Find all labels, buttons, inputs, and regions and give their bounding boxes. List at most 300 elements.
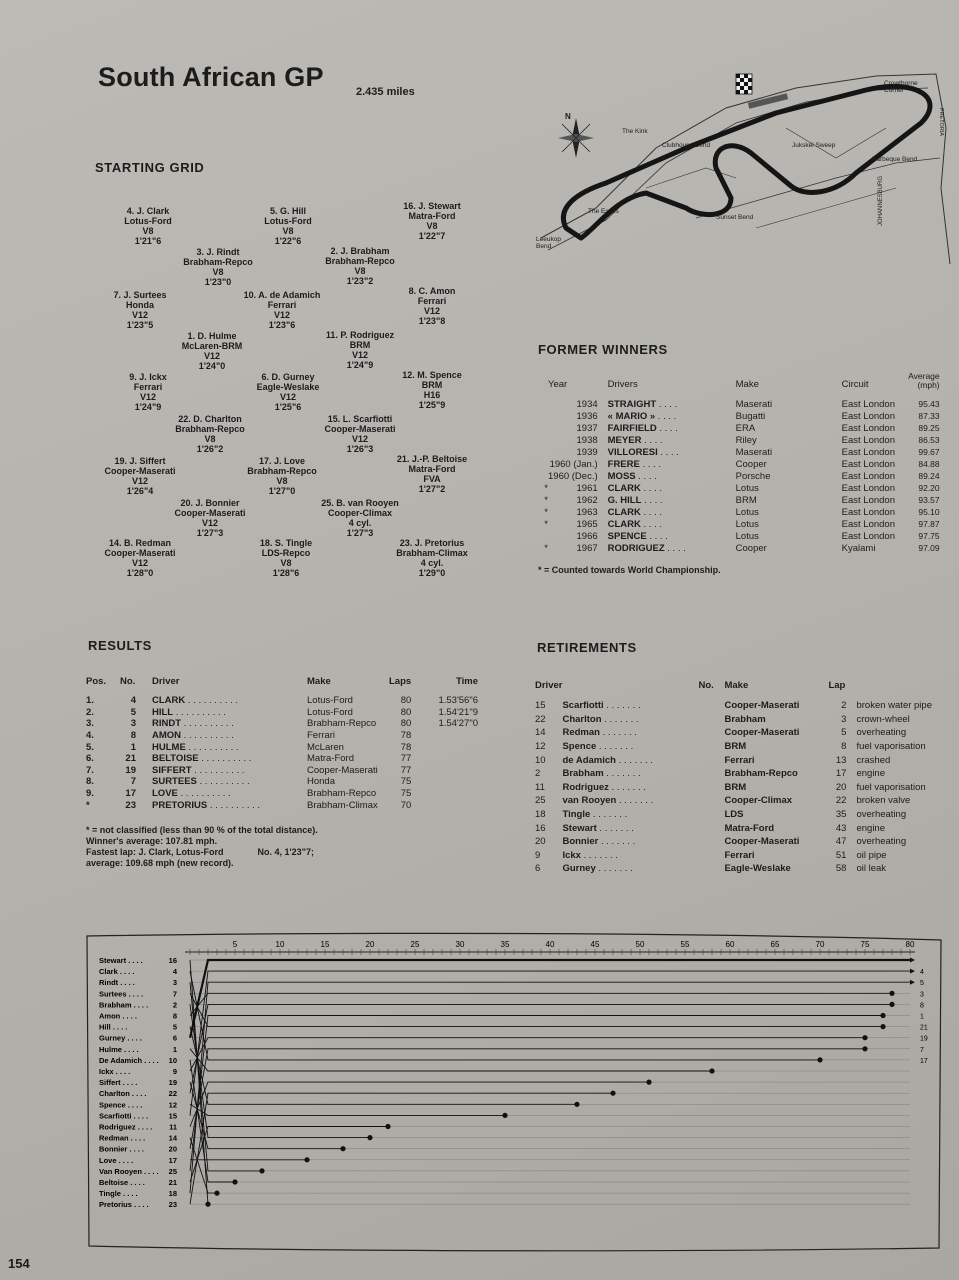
grid-time: 1'27"3 [346,528,374,538]
column-header: Circuit [841,379,869,390]
lap-tick-label: 65 [770,940,780,949]
fw-circuit: Kyalami [841,542,876,554]
finish-order-no: 4 [920,969,924,977]
lap-chart-driver: Love . . . . [99,1155,134,1165]
map-label: The Esses [588,208,619,215]
grid-time: 1'24"0 [198,361,226,371]
grid-make: Brabham-Repco [247,466,317,476]
column-header: Make [735,379,759,390]
result-no: 19 [125,764,136,776]
lap-tick-label: 15 [320,940,330,949]
retirement-marker [205,1202,210,1207]
retirement-make: Matra-Ford [724,822,775,834]
retirement-marker [880,1024,885,1029]
result-make: Lotus-Ford [307,695,353,707]
grid-time: 1'23"6 [268,320,296,330]
lap-chart-driver: Redman . . . . [99,1133,146,1143]
result-make: McLaren [307,741,344,753]
grid-engine: V8 [212,267,224,277]
circuit-map [536,68,956,278]
result-no: 21 [125,753,136,765]
grid-engine: V8 [142,226,154,236]
grid-time: 1'22"6 [274,236,302,246]
fastest-lap-text: Fastest lap: J. Clark, Lotus-Ford [86,847,224,857]
grid-entry [152,331,272,371]
former-winner-row: * 1962 G. HILL . . . . BRM East London 93.57 [544,494,940,506]
grid-driver: 23. J. Pretorius [399,538,465,548]
grid-engine: V8 [426,221,438,231]
lap-tick-label: 80 [905,940,915,949]
result-make: Cooper-Maserati [307,764,378,776]
former-winner-row: 1939 VILLORESI . . . . Maserati East London 99.67 [576,446,940,458]
result-driver: LOVE [152,788,178,800]
lap-tick-label: 30 [455,940,465,949]
grid-make: McLaren-BRM [181,341,243,351]
grid-time: 1'24"9 [346,360,374,370]
fw-driver: FRERE [607,458,640,470]
lap-chart-driver-no: 8 [172,1011,177,1021]
lap-chart-driver-no: 16 [168,956,177,965]
result-pos: 2. [86,706,94,718]
fw-driver: « MARIO » [607,410,656,422]
retirement-make: Brabham [724,713,766,725]
fw-avg: 84.88 [918,459,940,469]
grid-make: Matra-Ford [408,464,456,474]
grid-engine: V12 [131,558,148,568]
grid-time: 1'23"0 [204,277,232,287]
grid-time: 1'24"9 [134,402,162,412]
retirement-marker [817,1057,822,1062]
fw-avg: 95.10 [918,507,940,517]
retirement-lap: 20 [835,781,847,793]
fw-avg: 97.87 [918,519,940,529]
lap-chart-driver: Bonnier . . . . [99,1144,145,1154]
lap-chart-driver: Charlton . . . . [99,1089,147,1099]
grid-time: 1'26"3 [346,444,374,454]
lap-chart-driver: Stewart . . . . [99,956,143,965]
retirement-row: 15 Scarfiotti . . . . . . . Cooper-Maserati 2 broken water pipe [535,700,932,712]
finish-order-no: 1 [920,1013,924,1021]
lap-chart-driver-no: 7 [172,989,177,999]
result-row: 3. 3 RINDT . . . . . . . . . . Brabham-Repco 80 1.54'27"0 [86,718,478,730]
fw-mark: * [544,506,548,518]
fw-year: 1966 [576,530,598,542]
result-make: Brabham-Repco [307,788,377,800]
grid-entry [300,330,420,370]
retirement-driver: Rodriguez [562,781,609,793]
grid-make: Ferrari [417,296,447,306]
result-laps: 78 [400,741,412,753]
fw-driver: CLARK [607,482,641,494]
result-no: 3 [130,718,136,730]
grid-engine: V12 [279,392,296,402]
grid-entry [88,372,208,412]
fw-circuit: East London [841,506,895,518]
lap-chart-driver: Hill . . . . [99,1022,128,1032]
fw-mark: * [544,494,548,506]
result-laps: 75 [400,776,412,788]
grid-entry [158,247,278,287]
lap-tick-label: 70 [815,940,825,949]
fw-avg: 89.25 [918,423,940,433]
column-header: No. [120,676,136,687]
lap-chart-frame [87,933,941,1250]
grid-engine: V12 [203,351,220,361]
fw-circuit: East London [841,518,895,530]
retirement-marker [502,1113,507,1118]
result-driver: CLARK [152,695,186,707]
fw-make: Lotus [735,530,759,542]
retirement-no: 16 [535,822,546,834]
fw-circuit: East London [841,434,895,446]
lap-chart-driver-no: 25 [168,1166,177,1176]
results-note [86,847,318,858]
former-winner-row: 1934 STRAIGHT . . . . Maserati East London 95.43 [576,398,940,410]
fw-year: 1936 [576,410,598,422]
average-label: Average [908,371,940,381]
fw-driver: CLARK [607,518,641,530]
grid-entry [372,538,492,578]
column-header: Drivers [607,379,638,390]
fw-circuit: East London [841,458,895,470]
retirement-make: Cooper-Maserati [724,836,800,848]
result-make: Lotus-Ford [307,706,353,718]
result-row: 8. 7 SURTEES . . . . . . . . . . Honda 75 [86,776,412,788]
grid-make: Cooper-Maserati [324,424,396,434]
grid-driver: 21. J.-P. Beltoise [396,454,468,464]
grid-make: Ferrari [133,382,163,392]
grid-engine: FVA [423,474,441,484]
grid-make: Brabham-Repco [325,256,395,266]
retirement-row: 25 van Rooyen . . . . . . . Cooper-Climax 22 broken valve [535,795,911,807]
lap-chart-driver: Amon . . . . [99,1011,137,1021]
former-winner-row: 1937 FAIRFIELD . . . . ERA East London 89.25 [576,422,940,434]
fw-make: ERA [735,422,756,434]
retirement-marker [862,1035,867,1040]
finish-order-no: 7 [920,1046,924,1054]
finish-arrow [910,969,915,974]
grid-driver: 12. M. Spence [402,370,462,380]
chequered-flag-icon [736,74,752,94]
page-title: South African GP [98,62,324,92]
finish-arrow [910,958,915,963]
grid-make: Matra-Ford [408,211,456,221]
retirement-lap: 47 [835,836,847,848]
lap-chart-series [190,1104,505,1115]
finish-order-no: 8 [920,1002,924,1010]
result-pos: 4. [86,730,94,742]
retirement-reason: broken water pipe [856,700,932,712]
grid-driver: 3. J. Rindt [196,247,240,257]
result-driver: HULME [152,741,186,753]
grid-entry [150,414,270,454]
lap-chart-series [190,1127,388,1183]
grid-time: 1'21"6 [134,236,162,246]
retirement-row: 14 Redman . . . . . . . Cooper-Maserati 5 overheating [535,727,907,739]
grid-driver: 19. J. Siffert [114,456,166,466]
grid-make: BRM [421,380,443,390]
results-note: Winner's average: 107.81 mph. [86,836,218,846]
result-row: 5. 1 HULME . . . . . . . . . . McLaren 78 [86,741,412,753]
lap-tick-label: 40 [545,940,555,949]
result-no: 7 [130,776,136,788]
retirement-no: 10 [535,754,546,766]
map-label: Barbeque Bend [872,156,918,163]
retirement-no: 11 [535,781,545,793]
column-header [908,372,940,390]
lap-chart-driver-no: 15 [168,1111,177,1121]
retirement-make: Cooper-Climax [724,795,793,807]
result-laps: 77 [400,753,412,765]
retirement-no: 2 [535,768,541,780]
grid-entry [300,498,420,538]
finish-order-no: 19 [920,1035,928,1043]
fastest-lap-car: No. 4, 1'23"7; [257,847,314,857]
result-laps: 78 [400,730,412,742]
fw-make: Riley [735,434,757,446]
track-length: 2.435 miles [356,86,415,98]
retirement-row: 20 Bonnier . . . . . . . Cooper-Maserati 47 overheating [535,836,907,848]
retirement-marker [340,1146,345,1151]
result-laps: 80 [400,706,412,718]
finish-order-no: 5 [920,980,924,988]
retirement-driver: Charlton [562,713,602,725]
grid-entry [228,372,348,412]
retirement-marker [889,991,894,996]
lap-chart-driver: De Adamich . . . . [99,1055,159,1065]
retirement-lap: 35 [835,809,847,821]
lap-chart-driver: Rodriguez . . . . [99,1122,153,1132]
lap-chart-series [190,971,910,1115]
former-winners-heading: FORMER WINNERS [538,342,668,357]
result-laps: 70 [400,799,412,811]
retirement-reason: engine [856,822,885,834]
retirement-row: 12 Spence . . . . . . . BRM 8 fuel vaporisation [535,741,926,753]
grid-driver: 5. G. Hill [269,206,306,216]
fw-year: 1934 [576,398,598,410]
lap-chart-svg [85,930,943,1255]
grid-time: 1'27"2 [418,484,446,494]
starting-grid-heading: STARTING GRID [95,160,205,175]
lap-chart-series [190,960,910,1038]
result-pos: 3. [86,718,94,730]
lap-chart-driver-no: 19 [168,1078,177,1088]
grid-driver: 10. A. de Adamich [243,290,321,300]
lap-chart-series [190,1049,865,1149]
result-time: 1.54'21"9 [438,706,478,718]
lap-chart-driver-no: 9 [172,1067,177,1076]
grid-entry [222,456,342,496]
lap-tick-label: 45 [590,940,600,949]
fw-avg: 87.33 [918,411,940,421]
retirement-marker [367,1135,372,1140]
map-label: Jukskei Sweep [792,142,836,149]
lap-chart-driver: Ickx . . . . [99,1067,131,1076]
fw-make: Cooper [735,458,767,470]
retirement-no: 25 [535,795,546,807]
column-header: Make [724,680,749,691]
lap-chart-driver-no: 2 [172,1000,177,1010]
retirements-table [535,680,946,876]
fw-year: 1960 (Jan.) [549,458,598,470]
retirement-row: 11 Rodriguez . . . . . . . BRM 20 fuel vaporisation [535,781,926,793]
fw-avg: 97.09 [918,543,940,553]
grid-engine: V12 [423,306,440,316]
finish-order-no: 21 [920,1024,928,1032]
lap-tick-label: 75 [860,940,870,949]
fw-driver: CLARK [607,506,641,518]
grid-make: Eagle-Weslake [256,382,320,392]
retirement-marker [880,1013,885,1018]
fw-driver: MOSS [607,470,636,482]
result-driver: HILL [152,706,174,718]
fw-year: 1961 [576,482,598,494]
fw-driver: VILLORESI [607,446,658,458]
result-make: Brabham-Climax [307,799,378,811]
page-number: 154 [8,1256,30,1271]
lap-chart-driver: Scarfiotti . . . . [99,1111,149,1121]
grid-time: 1'26"4 [126,486,154,496]
column-header: Year [548,379,568,390]
grid-entry [80,538,200,578]
circuit-map-drawing [536,68,956,278]
fw-mark: * [544,518,548,530]
former-winner-row: * 1963 CLARK . . . . Lotus East London 95.10 [544,506,940,518]
retirement-no: 14 [535,727,546,739]
retirement-driver: Tingle [562,809,591,821]
result-driver: RINDT [152,718,182,730]
mph-label: (mph) [917,380,940,390]
former-winner-row: * 1967 RODRIGUEZ . . . . Cooper Kyalami 97.09 [544,542,940,554]
result-driver: PRETORIUS [152,799,208,811]
lap-chart-driver-no: 6 [172,1033,177,1043]
retirement-marker [574,1102,579,1107]
lap-chart-series [190,1027,577,1105]
results-table [86,676,478,811]
former-winner-row: * 1961 CLARK . . . . Lotus East London 92.20 [544,482,940,494]
grid-engine: V12 [351,350,368,360]
lap-chart-driver: Rindt . . . . [99,978,135,988]
fw-year: 1965 [576,518,598,530]
grid-engine: 4 cyl. [420,558,444,568]
result-row: 6. 21 BELTOISE . . . . . . . . . . Matra-Ford 77 [86,753,412,765]
grid-time: 1'28"0 [126,568,154,578]
former-winner-row: 1936 « MARIO » . . . . Bugatti East London 87.33 [576,410,940,422]
fw-make: Lotus [735,518,759,530]
retirement-no: 18 [535,809,546,821]
retirement-row: 9 Ickx . . . . . . . Ferrari 51 oil pipe [535,849,887,861]
lap-chart-driver: Hulme . . . . [99,1044,139,1054]
grid-engine: V12 [131,310,148,320]
lap-chart-driver: Beltoise . . . . [99,1178,145,1187]
retirement-lap: 8 [841,741,847,753]
fw-mark: * [544,542,548,554]
result-row: 7. 19 SIFFERT . . . . . . . . . . Cooper-Maserati 77 [86,764,412,776]
result-pos: 1. [86,695,94,707]
grid-make: BRM [349,340,371,350]
retirement-lap: 2 [841,700,847,712]
retirement-no: 15 [535,700,546,712]
column-header: No. [698,680,714,691]
lap-chart-driver: Tingle . . . . [99,1189,138,1199]
former-winner-row: * 1965 CLARK . . . . Lotus East London 97.87 [544,518,940,530]
lap-chart-series [190,982,910,1193]
grid-make: Brabham-Climax [396,548,468,558]
column-header: Driver [152,676,180,687]
retirement-row: 6 Gurney . . . . . . . Eagle-Weslake 58 oil leak [535,863,887,875]
retirement-row: 18 Tingle . . . . . . . LDS 35 overheating [535,809,907,821]
retirement-make: Brabham-Repco [724,768,798,780]
grid-time: 1'25"6 [274,402,302,412]
retirement-marker [304,1157,309,1162]
retirement-reason: oil pipe [856,849,887,861]
retirement-no: 6 [535,863,541,875]
lap-tick-label: 60 [725,940,735,949]
former-winner-row: 1966 SPENCE . . . . Lotus East London 97.75 [576,530,940,542]
fw-avg: 93.57 [918,495,940,505]
result-pos: 7. [86,764,94,776]
grid-make: Cooper-Climax [327,508,392,518]
grid-time: 1'26"2 [196,444,224,454]
former-winner-row: 1960 (Jan.) FRERE . . . . Cooper East London 84.88 [549,458,940,470]
fw-make: Cooper [735,542,767,554]
retirement-make: LDS [724,809,744,821]
fw-year: 1937 [576,422,598,434]
retirement-reason: crashed [856,754,891,766]
retirement-row: 2 Brabham . . . . . . . Brabham-Repco 17 engine [535,768,885,780]
results-header [86,676,478,695]
lap-chart-driver-no: 5 [172,1022,177,1032]
results-notes [86,825,318,869]
retirement-lap: 51 [835,849,847,861]
retirement-reason: overheating [856,727,907,739]
column-header: Make [307,676,331,687]
result-time: 1.54'27"0 [438,718,478,730]
results-note: * = not classified (less than 90 % of the total distance). [86,825,318,835]
grid-driver: 16. J. Stewart [403,201,461,211]
grid-engine: V12 [139,392,156,402]
lap-chart-driver-no: 17 [168,1155,177,1165]
grid-driver: 18. S. Tingle [259,538,313,548]
lap-chart-driver-no: 4 [172,967,177,977]
fw-avg: 86.53 [918,435,940,445]
retirement-make: Eagle-Weslake [724,863,791,875]
lap-chart-driver: Clark . . . . [99,967,135,977]
grid-engine: H16 [423,390,441,400]
result-laps: 80 [400,695,412,707]
fw-driver: SPENCE [607,530,647,542]
retirement-driver: de Adamich [562,754,616,766]
retirement-marker [862,1046,867,1051]
grid-entry [150,498,270,538]
grid-engine: V8 [276,476,288,486]
grid-engine: V8 [204,434,216,444]
grid-driver: 15. L. Scarfiotti [327,414,393,424]
fw-make: BRM [735,494,757,506]
retirement-make: BRM [724,781,747,793]
result-driver: BELTOISE [152,753,199,765]
grid-time: 1'25"9 [418,400,446,410]
retirement-lap: 58 [835,863,847,875]
grid-engine: V12 [201,518,218,528]
former-winners-header [536,372,940,390]
result-pos: 5. [86,741,94,753]
grid-time: 1'23"5 [126,320,154,330]
retirement-driver: Ickx [562,849,581,861]
lap-chart-driver: Pretorius . . . . [99,1200,149,1210]
retirement-no: 20 [535,836,546,848]
grid-driver: 11. P. Rodriguez [325,330,395,340]
